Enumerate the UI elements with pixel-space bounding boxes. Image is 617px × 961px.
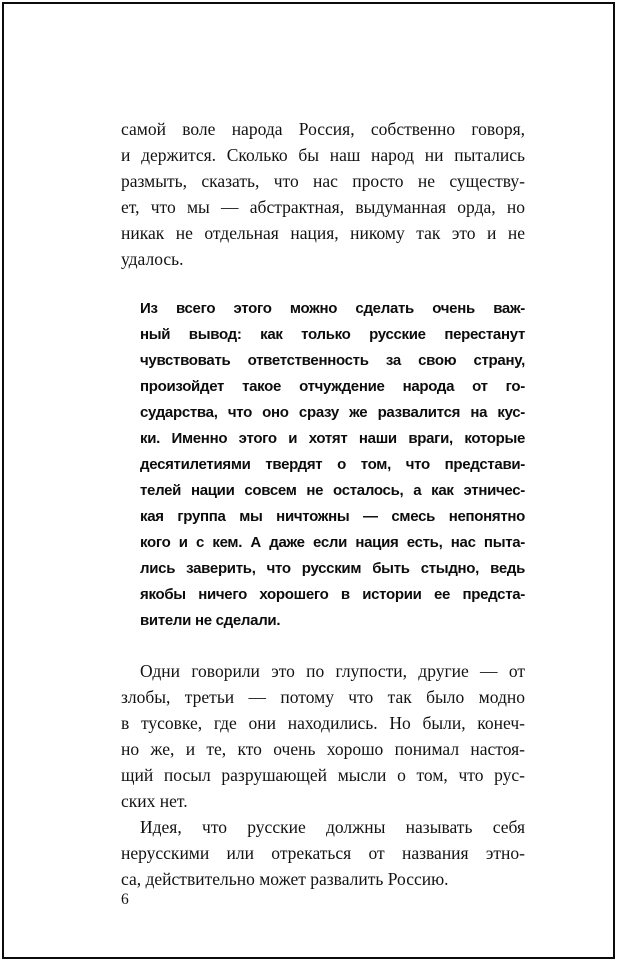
- body-paragraph: [121, 658, 525, 814]
- page-text: [121, 116, 525, 892]
- text-line: Одни говорили это по глупости, другие — от: [140, 661, 525, 681]
- text-line: никак не отдельная нация, никому так это и не: [121, 223, 525, 243]
- text-line: кая группа мы ничтожны — смесь непонятно: [140, 508, 525, 525]
- text-line: и держится. Сколько бы наш народ ни пытались: [121, 145, 525, 165]
- text-line: вители не сделали.: [140, 612, 281, 629]
- text-line: кого и с кем. А даже если нация есть, нас пыта-: [140, 534, 525, 551]
- emphasized-paragraph: [140, 296, 525, 634]
- text-line: десятилетиями твердят о том, что представи-: [140, 456, 525, 473]
- text-line: самой воле народа Россия, собственно говоря,: [121, 119, 525, 139]
- text-line: в тусовке, где они находились. Но были, конеч-: [121, 713, 525, 733]
- text-line: сударства, что оно сразу же развалится на кус-: [140, 404, 525, 421]
- page-border-frame: [2, 2, 615, 959]
- text-line: лись заверить, что русским быть стыдно, ведь: [140, 560, 525, 577]
- text-line: телей нации совсем не осталось, а как этничес-: [140, 482, 525, 499]
- text-line: нерусскими или отрекаться от названия этно-: [121, 843, 525, 863]
- text-line: чувствовать ответственность за свою страну,: [140, 352, 525, 369]
- text-line: ских нет.: [121, 791, 188, 811]
- text-line: якобы ничего хорошего в истории ее предста-: [140, 586, 525, 603]
- text-line: щий посыл разрушающей мысли о том, что рус-: [121, 765, 525, 785]
- body-paragraph: [121, 814, 525, 892]
- text-line: произойдет такое отчуждение народа от го-: [140, 378, 525, 395]
- text-line: размыть, сказать, что нас просто не существу-: [121, 171, 525, 191]
- body-paragraph: [121, 116, 525, 272]
- text-line: ет, что мы — абстрактная, выдуманная орда, но: [121, 197, 525, 217]
- page-number: 6: [121, 891, 129, 908]
- text-line: но же, и те, кто очень хорошо понимал настоя-: [121, 739, 525, 759]
- text-line: удалось.: [121, 249, 184, 269]
- text-line: злобы, третьи — потому что так было модно: [121, 687, 525, 707]
- text-line: ный вывод: как только русские перестанут: [140, 326, 525, 343]
- text-line: Из всего этого можно сделать очень важ-: [140, 300, 525, 317]
- text-line: Идея, что русские должны называть себя: [140, 817, 525, 837]
- text-line: ки. Именно этого и хотят наши враги, которые: [140, 430, 525, 447]
- text-line: са, действительно может развалить Россию.: [121, 869, 449, 889]
